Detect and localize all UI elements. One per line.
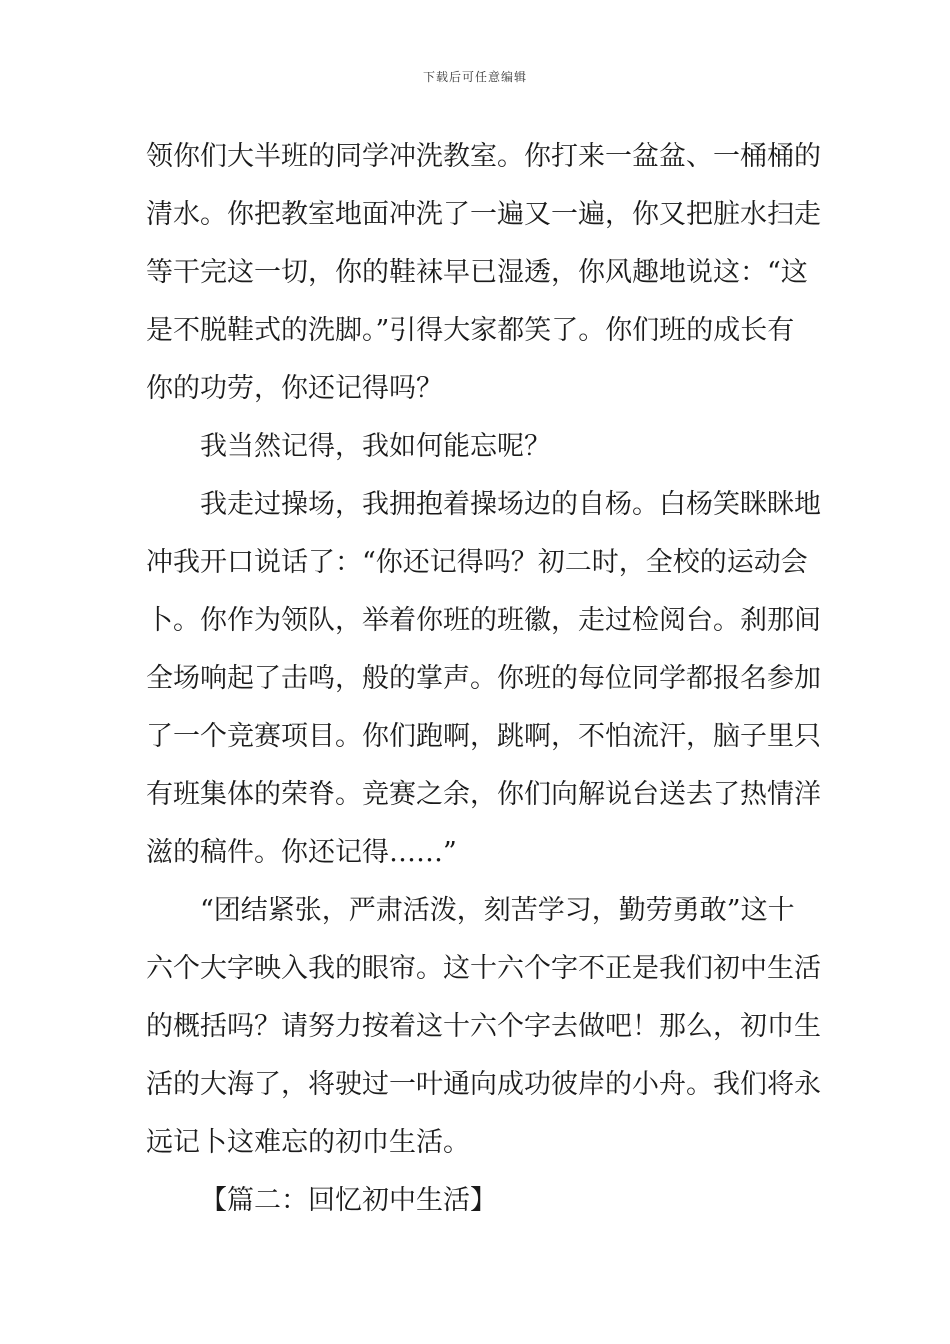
text-line: “团结紧张，严肃活泼，刻苦学习，勤劳勇敢”这十 — [200, 895, 795, 926]
section-heading: 【篇二：回忆初中生活】 — [200, 1185, 497, 1216]
text-line: 你的功劳，你还记得吗？ — [146, 373, 443, 404]
text-line: 领你们大半班的同学冲洗教室。你打来一盆盆、一桶桶的 — [146, 141, 821, 172]
text-line: 有班集体的荣脊。竞赛之余，你们向解说台送去了热情洋 — [146, 779, 821, 810]
text-line: 活的大海了，将驶过一叶通向成功彼岸的小舟。我们将永 — [146, 1069, 821, 1100]
text-line: 的概括吗？请努力按着这十六个字去做吧！那么，初巾生 — [146, 1011, 821, 1042]
text-line: 我当然记得，我如何能忘呢？ — [200, 431, 551, 462]
text-line: 全场响起了击鸣，般的掌声。你班的每位同学都报名参加 — [146, 663, 821, 694]
page-header: 下载后可任意编辑 — [422, 70, 527, 84]
text-line: 清水。你把教室地面冲洗了一遍又一遍，你又把脏水扫走 — [146, 199, 821, 230]
text-line: 我走过操场，我拥抱着操场边的自杨。白杨笑眯眯地 — [200, 489, 821, 520]
text-line: 远记卜这难忘的初巾生活。 — [146, 1127, 470, 1158]
text-line: 滋的稿件。你还记得……” — [146, 837, 457, 868]
text-line: 冲我开口说话了：“你还记得吗？初二时，全校的运动会 — [146, 547, 808, 578]
text-line: 了一个竞赛项目。你们跑啊，跳啊，不怕流汗，脑子里只 — [146, 721, 821, 752]
text-line: 六个大字映入我的眼帘。这十六个字不正是我们初中生活 — [146, 953, 821, 984]
text-line: 是不脱鞋式的洗脚。”引得大家都笑了。你们班的成长有 — [146, 315, 795, 346]
text-line: 卜。你作为领队，举着你班的班徽，走过检阅台。刹那间 — [146, 605, 821, 636]
document-body — [146, 128, 821, 1230]
text-line: 等干完这一切，你的鞋袜早已湿透，你风趣地说这：“这 — [146, 257, 808, 288]
